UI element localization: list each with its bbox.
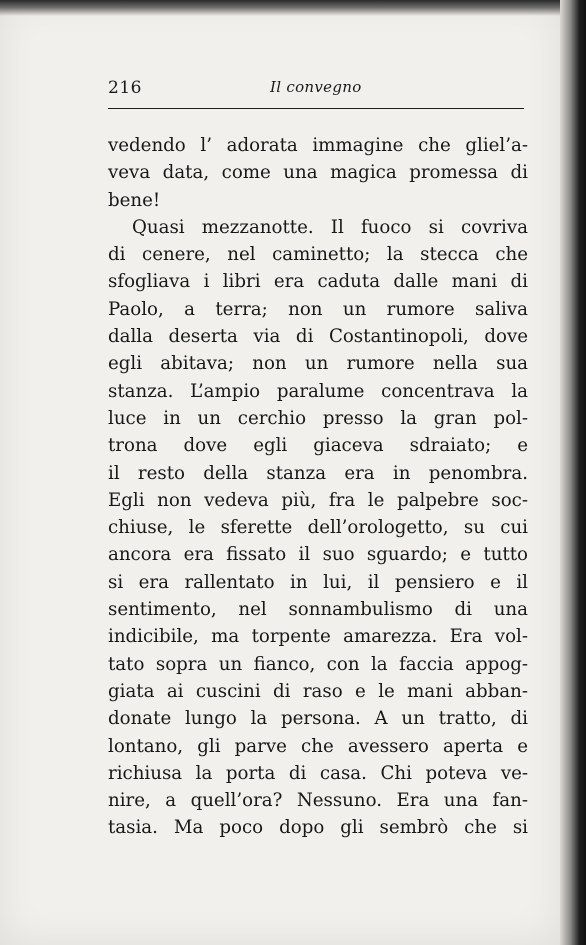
text-line: sfogliava i libri era caduta dalle mani di <box>108 271 528 293</box>
text-line: di cenere, nel caminetto; la stecca che <box>108 244 528 266</box>
text-line: stanza. L’ampio paralume concentrava la <box>108 380 528 402</box>
page-number: 216 <box>108 78 142 98</box>
text-line: indicibile, ma torpente amarezza. Era vol- <box>108 626 528 648</box>
text-line: richiusa la porta di casa. Chi poteva ve- <box>108 762 528 784</box>
text-line: sentimento, nel sonnambulismo di una <box>108 599 528 621</box>
text-line: trona dove egli giaceva sdraiato; e <box>108 435 528 457</box>
text-line: si era rallentato in lui, il pensiero e il <box>108 571 528 593</box>
text-line: lontano, gli parve che avessero aperta e <box>108 735 528 757</box>
text-line: ancora era fissato il suo sguardo; e tutto <box>108 544 528 566</box>
text-line: Quasi mezzanotte. Il fuoco si covriva <box>132 216 528 238</box>
text-line: veva data, come una magica promessa di <box>108 162 528 184</box>
text-line: tasia. Ma poco dopo gli sembrò che si <box>108 817 528 839</box>
header-rule <box>108 108 524 109</box>
text-line: vedendo l’ adorata immagine che gliel’a- <box>108 135 528 156</box>
text-line: nire, a quell’ora? Nessuno. Era una fan- <box>108 790 528 812</box>
text-line: bene! <box>108 189 161 211</box>
book-spine-edge <box>560 0 586 945</box>
text-line: dalla deserta via di Costantinopoli, dove <box>108 326 528 348</box>
text-line: tato sopra un fianco, con la faccia appog- <box>108 653 528 675</box>
text-line: chiuse, le sferette dell’orologetto, su cui <box>108 517 528 539</box>
text-line: luce in un cerchio presso la gran pol- <box>108 407 528 429</box>
text-line: il resto della stanza era in penombra. <box>108 462 528 484</box>
text-line: egli abitava; non un rumore nella sua <box>108 353 528 375</box>
text-line: donate lungo la persona. A un tratto, di <box>108 708 528 730</box>
page-top-shadow <box>0 0 560 16</box>
text-line: giata ai cuscini di raso e le mani abban- <box>108 680 528 702</box>
body-text <box>108 132 528 842</box>
running-title: Il convegno <box>270 78 362 96</box>
text-line: Paolo, a terra; non un rumore saliva <box>108 298 528 320</box>
page-header <box>108 78 524 102</box>
text-line: Egli non vedeva più, fra le palpebre soc- <box>108 489 528 511</box>
